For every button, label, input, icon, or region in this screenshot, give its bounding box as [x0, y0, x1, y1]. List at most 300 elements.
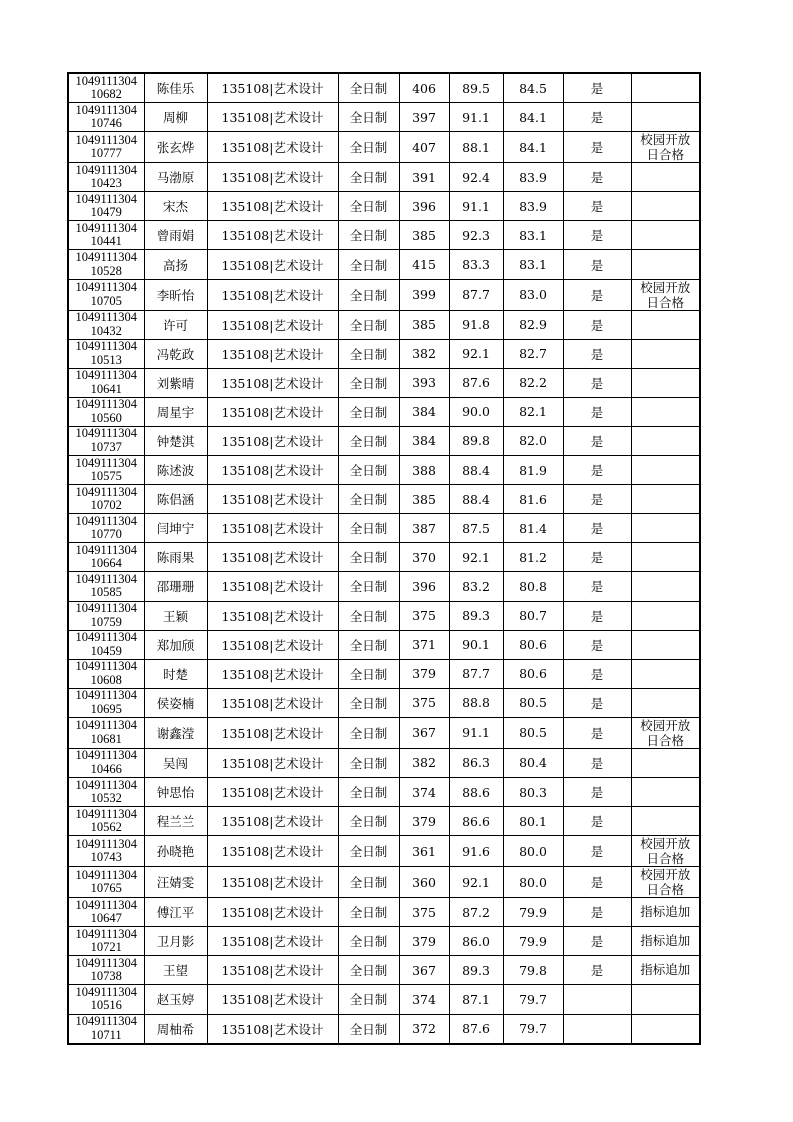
total-score-cell: 81.6 [503, 485, 563, 514]
prelim-score-cell: 360 [399, 867, 449, 898]
candidate-id-cell: 1049111304 10432 [68, 310, 144, 339]
retest-score-cell: 87.6 [449, 368, 503, 397]
name-cell: 闫坤宁 [144, 514, 207, 543]
name-cell: 王颖 [144, 601, 207, 630]
major-cell: 135108|艺术设计 [207, 192, 338, 221]
study-type-cell: 全日制 [338, 572, 399, 601]
table-row [68, 659, 700, 688]
retest-score-cell: 87.6 [449, 1014, 503, 1044]
study-type-cell: 全日制 [338, 514, 399, 543]
admitted-cell: 是 [563, 397, 631, 426]
remark-cell: 校园开放 日合格 [631, 279, 700, 310]
retest-score-cell: 83.2 [449, 572, 503, 601]
table-row [68, 163, 700, 192]
prelim-score-cell: 407 [399, 132, 449, 163]
prelim-score-cell: 367 [399, 956, 449, 985]
remark-cell: 指标追加 [631, 956, 700, 985]
study-type-cell: 全日制 [338, 777, 399, 806]
total-score-cell: 81.9 [503, 456, 563, 485]
admitted-cell: 是 [563, 601, 631, 630]
admitted-cell: 是 [563, 192, 631, 221]
name-cell: 曾雨娟 [144, 221, 207, 250]
table-row [68, 279, 700, 310]
study-type-cell: 全日制 [338, 103, 399, 132]
prelim-score-cell: 384 [399, 426, 449, 455]
remark-cell [631, 250, 700, 279]
major-cell: 135108|艺术设计 [207, 927, 338, 956]
admitted-cell: 是 [563, 132, 631, 163]
admitted-cell: 是 [563, 572, 631, 601]
study-type-cell: 全日制 [338, 279, 399, 310]
candidate-id-cell: 1049111304 10513 [68, 339, 144, 368]
admitted-cell: 是 [563, 836, 631, 867]
study-type-cell: 全日制 [338, 956, 399, 985]
major-cell: 135108|艺术设计 [207, 368, 338, 397]
prelim-score-cell: 382 [399, 339, 449, 368]
prelim-score-cell: 367 [399, 717, 449, 748]
remark-cell: 校园开放 日合格 [631, 132, 700, 163]
remark-cell: 指标追加 [631, 898, 700, 927]
name-cell: 刘紫晴 [144, 368, 207, 397]
prelim-score-cell: 396 [399, 192, 449, 221]
study-type-cell: 全日制 [338, 867, 399, 898]
table-row [68, 985, 700, 1014]
major-cell: 135108|艺术设计 [207, 221, 338, 250]
admitted-cell: 是 [563, 310, 631, 339]
total-score-cell: 80.0 [503, 836, 563, 867]
name-cell: 孙晓艳 [144, 836, 207, 867]
name-cell: 时楚 [144, 659, 207, 688]
table-row [68, 368, 700, 397]
major-cell: 135108|艺术设计 [207, 748, 338, 777]
study-type-cell: 全日制 [338, 601, 399, 630]
table-row [68, 250, 700, 279]
study-type-cell: 全日制 [338, 426, 399, 455]
prelim-score-cell: 384 [399, 397, 449, 426]
remark-cell [631, 368, 700, 397]
candidate-id-cell: 1049111304 10681 [68, 717, 144, 748]
major-cell: 135108|艺术设计 [207, 572, 338, 601]
prelim-score-cell: 374 [399, 777, 449, 806]
study-type-cell: 全日制 [338, 73, 399, 103]
candidate-id-cell: 1049111304 10608 [68, 659, 144, 688]
prelim-score-cell: 371 [399, 630, 449, 659]
study-type-cell: 全日制 [338, 310, 399, 339]
retest-score-cell: 90.1 [449, 630, 503, 659]
major-cell: 135108|艺术设计 [207, 543, 338, 572]
table-row [68, 807, 700, 836]
study-type-cell: 全日制 [338, 132, 399, 163]
candidate-id-cell: 1049111304 10702 [68, 485, 144, 514]
total-score-cell: 79.7 [503, 1014, 563, 1044]
retest-score-cell: 91.8 [449, 310, 503, 339]
major-cell: 135108|艺术设计 [207, 103, 338, 132]
retest-score-cell: 88.1 [449, 132, 503, 163]
retest-score-cell: 89.3 [449, 601, 503, 630]
table-row [68, 456, 700, 485]
prelim-score-cell: 396 [399, 572, 449, 601]
name-cell: 陈述波 [144, 456, 207, 485]
retest-score-cell: 89.3 [449, 956, 503, 985]
prelim-score-cell: 388 [399, 456, 449, 485]
study-type-cell: 全日制 [338, 927, 399, 956]
admitted-cell: 是 [563, 688, 631, 717]
admitted-cell: 是 [563, 659, 631, 688]
remark-cell [631, 748, 700, 777]
remark-cell [631, 630, 700, 659]
total-score-cell: 83.1 [503, 221, 563, 250]
remark-cell [631, 339, 700, 368]
name-cell: 郑加颀 [144, 630, 207, 659]
name-cell: 谢鑫滢 [144, 717, 207, 748]
prelim-score-cell: 375 [399, 898, 449, 927]
table-row [68, 426, 700, 455]
admitted-cell: 是 [563, 898, 631, 927]
major-cell: 135108|艺术设计 [207, 956, 338, 985]
remark-cell [631, 456, 700, 485]
candidate-id-cell: 1049111304 10711 [68, 1014, 144, 1044]
retest-score-cell: 92.3 [449, 221, 503, 250]
table-row [68, 485, 700, 514]
total-score-cell: 82.7 [503, 339, 563, 368]
retest-score-cell: 87.5 [449, 514, 503, 543]
candidate-id-cell: 1049111304 10647 [68, 898, 144, 927]
table-row [68, 777, 700, 806]
table-row [68, 898, 700, 927]
prelim-score-cell: 375 [399, 601, 449, 630]
admitted-cell: 是 [563, 630, 631, 659]
name-cell: 周柳 [144, 103, 207, 132]
major-cell: 135108|艺术设计 [207, 397, 338, 426]
major-cell: 135108|艺术设计 [207, 310, 338, 339]
total-score-cell: 80.7 [503, 601, 563, 630]
candidate-id-cell: 1049111304 10466 [68, 748, 144, 777]
retest-score-cell: 92.1 [449, 867, 503, 898]
table-row [68, 339, 700, 368]
retest-score-cell: 86.0 [449, 927, 503, 956]
total-score-cell: 79.8 [503, 956, 563, 985]
admitted-cell: 是 [563, 426, 631, 455]
admitted-cell: 是 [563, 514, 631, 543]
name-cell: 张玄烨 [144, 132, 207, 163]
total-score-cell: 80.3 [503, 777, 563, 806]
prelim-score-cell: 372 [399, 1014, 449, 1044]
table-row [68, 688, 700, 717]
admitted-cell: 是 [563, 103, 631, 132]
name-cell: 马渤原 [144, 163, 207, 192]
name-cell: 高扬 [144, 250, 207, 279]
remark-cell [631, 485, 700, 514]
total-score-cell: 81.2 [503, 543, 563, 572]
major-cell: 135108|艺术设计 [207, 279, 338, 310]
admitted-cell: 是 [563, 456, 631, 485]
candidate-id-cell: 1049111304 10765 [68, 867, 144, 898]
admitted-cell: 是 [563, 717, 631, 748]
prelim-score-cell: 379 [399, 927, 449, 956]
study-type-cell: 全日制 [338, 688, 399, 717]
retest-score-cell: 83.3 [449, 250, 503, 279]
table-row [68, 132, 700, 163]
retest-score-cell: 89.8 [449, 426, 503, 455]
name-cell: 冯乾政 [144, 339, 207, 368]
name-cell: 汪婧雯 [144, 867, 207, 898]
total-score-cell: 80.0 [503, 867, 563, 898]
admitted-cell: 是 [563, 279, 631, 310]
retest-score-cell: 92.1 [449, 543, 503, 572]
study-type-cell: 全日制 [338, 368, 399, 397]
candidate-id-cell: 1049111304 10641 [68, 368, 144, 397]
remark-cell [631, 1014, 700, 1044]
table-row [68, 748, 700, 777]
table-body [68, 73, 700, 1044]
prelim-score-cell: 385 [399, 485, 449, 514]
retest-score-cell: 90.0 [449, 397, 503, 426]
major-cell: 135108|艺术设计 [207, 601, 338, 630]
name-cell: 李昕怡 [144, 279, 207, 310]
name-cell: 王望 [144, 956, 207, 985]
major-cell: 135108|艺术设计 [207, 630, 338, 659]
major-cell: 135108|艺术设计 [207, 688, 338, 717]
major-cell: 135108|艺术设计 [207, 339, 338, 368]
candidate-id-cell: 1049111304 10721 [68, 927, 144, 956]
candidate-id-cell: 1049111304 10441 [68, 221, 144, 250]
retest-score-cell: 91.1 [449, 192, 503, 221]
remark-cell [631, 688, 700, 717]
candidate-id-cell: 1049111304 10664 [68, 543, 144, 572]
table-row [68, 514, 700, 543]
total-score-cell: 80.5 [503, 717, 563, 748]
remark-cell [631, 777, 700, 806]
candidate-id-cell: 1049111304 10777 [68, 132, 144, 163]
prelim-score-cell: 375 [399, 688, 449, 717]
name-cell: 陈侣涵 [144, 485, 207, 514]
major-cell: 135108|艺术设计 [207, 717, 338, 748]
prelim-score-cell: 379 [399, 807, 449, 836]
retest-score-cell: 88.4 [449, 485, 503, 514]
prelim-score-cell: 387 [399, 514, 449, 543]
major-cell: 135108|艺术设计 [207, 132, 338, 163]
candidate-id-cell: 1049111304 10585 [68, 572, 144, 601]
total-score-cell: 82.9 [503, 310, 563, 339]
major-cell: 135108|艺术设计 [207, 777, 338, 806]
prelim-score-cell: 391 [399, 163, 449, 192]
candidate-id-cell: 1049111304 10423 [68, 163, 144, 192]
total-score-cell: 83.9 [503, 163, 563, 192]
remark-cell: 校园开放 日合格 [631, 867, 700, 898]
table-row [68, 310, 700, 339]
table-row [68, 397, 700, 426]
name-cell: 侯姿楠 [144, 688, 207, 717]
total-score-cell: 80.6 [503, 659, 563, 688]
retest-score-cell: 88.6 [449, 777, 503, 806]
admitted-cell [563, 985, 631, 1014]
table-row [68, 601, 700, 630]
remark-cell: 校园开放 日合格 [631, 836, 700, 867]
retest-score-cell: 87.2 [449, 898, 503, 927]
total-score-cell: 79.9 [503, 927, 563, 956]
total-score-cell: 79.7 [503, 985, 563, 1014]
study-type-cell: 全日制 [338, 659, 399, 688]
name-cell: 邵珊珊 [144, 572, 207, 601]
admitted-cell: 是 [563, 221, 631, 250]
major-cell: 135108|艺术设计 [207, 485, 338, 514]
table-row [68, 192, 700, 221]
total-score-cell: 80.8 [503, 572, 563, 601]
remark-cell [631, 73, 700, 103]
candidate-id-cell: 1049111304 10682 [68, 73, 144, 103]
admitted-cell: 是 [563, 777, 631, 806]
remark-cell [631, 659, 700, 688]
major-cell: 135108|艺术设计 [207, 659, 338, 688]
remark-cell: 校园开放 日合格 [631, 717, 700, 748]
table-row [68, 927, 700, 956]
total-score-cell: 80.6 [503, 630, 563, 659]
remark-cell [631, 572, 700, 601]
major-cell: 135108|艺术设计 [207, 514, 338, 543]
remark-cell [631, 543, 700, 572]
major-cell: 135108|艺术设计 [207, 807, 338, 836]
major-cell: 135108|艺术设计 [207, 456, 338, 485]
candidate-id-cell: 1049111304 10459 [68, 630, 144, 659]
candidate-id-cell: 1049111304 10738 [68, 956, 144, 985]
prelim-score-cell: 393 [399, 368, 449, 397]
table-row [68, 1014, 700, 1044]
study-type-cell: 全日制 [338, 192, 399, 221]
study-type-cell: 全日制 [338, 485, 399, 514]
table-row [68, 103, 700, 132]
remark-cell [631, 163, 700, 192]
remark-cell [631, 221, 700, 250]
prelim-score-cell: 374 [399, 985, 449, 1014]
prelim-score-cell: 397 [399, 103, 449, 132]
total-score-cell: 82.0 [503, 426, 563, 455]
major-cell: 135108|艺术设计 [207, 73, 338, 103]
table-row [68, 630, 700, 659]
study-type-cell: 全日制 [338, 1014, 399, 1044]
major-cell: 135108|艺术设计 [207, 250, 338, 279]
study-type-cell: 全日制 [338, 221, 399, 250]
remark-cell [631, 192, 700, 221]
name-cell: 吴闯 [144, 748, 207, 777]
total-score-cell: 83.9 [503, 192, 563, 221]
admitted-cell: 是 [563, 956, 631, 985]
study-type-cell: 全日制 [338, 397, 399, 426]
candidate-id-cell: 1049111304 10695 [68, 688, 144, 717]
prelim-score-cell: 370 [399, 543, 449, 572]
admitted-cell: 是 [563, 543, 631, 572]
candidate-id-cell: 1049111304 10528 [68, 250, 144, 279]
major-cell: 135108|艺术设计 [207, 836, 338, 867]
prelim-score-cell: 385 [399, 310, 449, 339]
candidate-id-cell: 1049111304 10516 [68, 985, 144, 1014]
remark-cell [631, 807, 700, 836]
total-score-cell: 84.1 [503, 103, 563, 132]
major-cell: 135108|艺术设计 [207, 867, 338, 898]
remark-cell [631, 601, 700, 630]
total-score-cell: 84.5 [503, 73, 563, 103]
total-score-cell: 80.5 [503, 688, 563, 717]
candidate-id-cell: 1049111304 10770 [68, 514, 144, 543]
study-type-cell: 全日制 [338, 163, 399, 192]
major-cell: 135108|艺术设计 [207, 1014, 338, 1044]
retest-score-cell: 87.7 [449, 659, 503, 688]
prelim-score-cell: 379 [399, 659, 449, 688]
name-cell: 许可 [144, 310, 207, 339]
remark-cell [631, 514, 700, 543]
admitted-cell: 是 [563, 368, 631, 397]
admitted-cell: 是 [563, 339, 631, 368]
retest-score-cell: 92.1 [449, 339, 503, 368]
name-cell: 赵玉婷 [144, 985, 207, 1014]
remark-cell [631, 426, 700, 455]
candidate-id-cell: 1049111304 10560 [68, 397, 144, 426]
major-cell: 135108|艺术设计 [207, 163, 338, 192]
admitted-cell: 是 [563, 485, 631, 514]
candidate-id-cell: 1049111304 10479 [68, 192, 144, 221]
total-score-cell: 79.9 [503, 898, 563, 927]
name-cell: 宋杰 [144, 192, 207, 221]
retest-score-cell: 92.4 [449, 163, 503, 192]
retest-score-cell: 88.8 [449, 688, 503, 717]
total-score-cell: 83.0 [503, 279, 563, 310]
name-cell: 周星宇 [144, 397, 207, 426]
candidate-id-cell: 1049111304 10562 [68, 807, 144, 836]
admitted-cell: 是 [563, 73, 631, 103]
remark-cell [631, 397, 700, 426]
candidate-id-cell: 1049111304 10759 [68, 601, 144, 630]
total-score-cell: 80.4 [503, 748, 563, 777]
name-cell: 钟思怡 [144, 777, 207, 806]
remark-cell [631, 103, 700, 132]
total-score-cell: 80.1 [503, 807, 563, 836]
retest-score-cell: 88.4 [449, 456, 503, 485]
table-row [68, 572, 700, 601]
table-row [68, 543, 700, 572]
prelim-score-cell: 406 [399, 73, 449, 103]
total-score-cell: 82.1 [503, 397, 563, 426]
prelim-score-cell: 385 [399, 221, 449, 250]
candidate-id-cell: 1049111304 10705 [68, 279, 144, 310]
retest-score-cell: 91.1 [449, 717, 503, 748]
major-cell: 135108|艺术设计 [207, 426, 338, 455]
candidate-id-cell: 1049111304 10746 [68, 103, 144, 132]
prelim-score-cell: 382 [399, 748, 449, 777]
total-score-cell: 82.2 [503, 368, 563, 397]
admitted-cell: 是 [563, 250, 631, 279]
study-type-cell: 全日制 [338, 836, 399, 867]
prelim-score-cell: 361 [399, 836, 449, 867]
name-cell: 周柚希 [144, 1014, 207, 1044]
table-row [68, 221, 700, 250]
retest-score-cell: 89.5 [449, 73, 503, 103]
study-type-cell: 全日制 [338, 543, 399, 572]
prelim-score-cell: 399 [399, 279, 449, 310]
table-row [68, 73, 700, 103]
remark-cell [631, 985, 700, 1014]
admitted-cell [563, 1014, 631, 1044]
name-cell: 程兰兰 [144, 807, 207, 836]
admitted-cell: 是 [563, 927, 631, 956]
major-cell: 135108|艺术设计 [207, 898, 338, 927]
total-score-cell: 83.1 [503, 250, 563, 279]
candidate-id-cell: 1049111304 10737 [68, 426, 144, 455]
admitted-cell: 是 [563, 867, 631, 898]
study-type-cell: 全日制 [338, 339, 399, 368]
admission-table [67, 72, 701, 1045]
admitted-cell: 是 [563, 807, 631, 836]
major-cell: 135108|艺术设计 [207, 985, 338, 1014]
study-type-cell: 全日制 [338, 717, 399, 748]
